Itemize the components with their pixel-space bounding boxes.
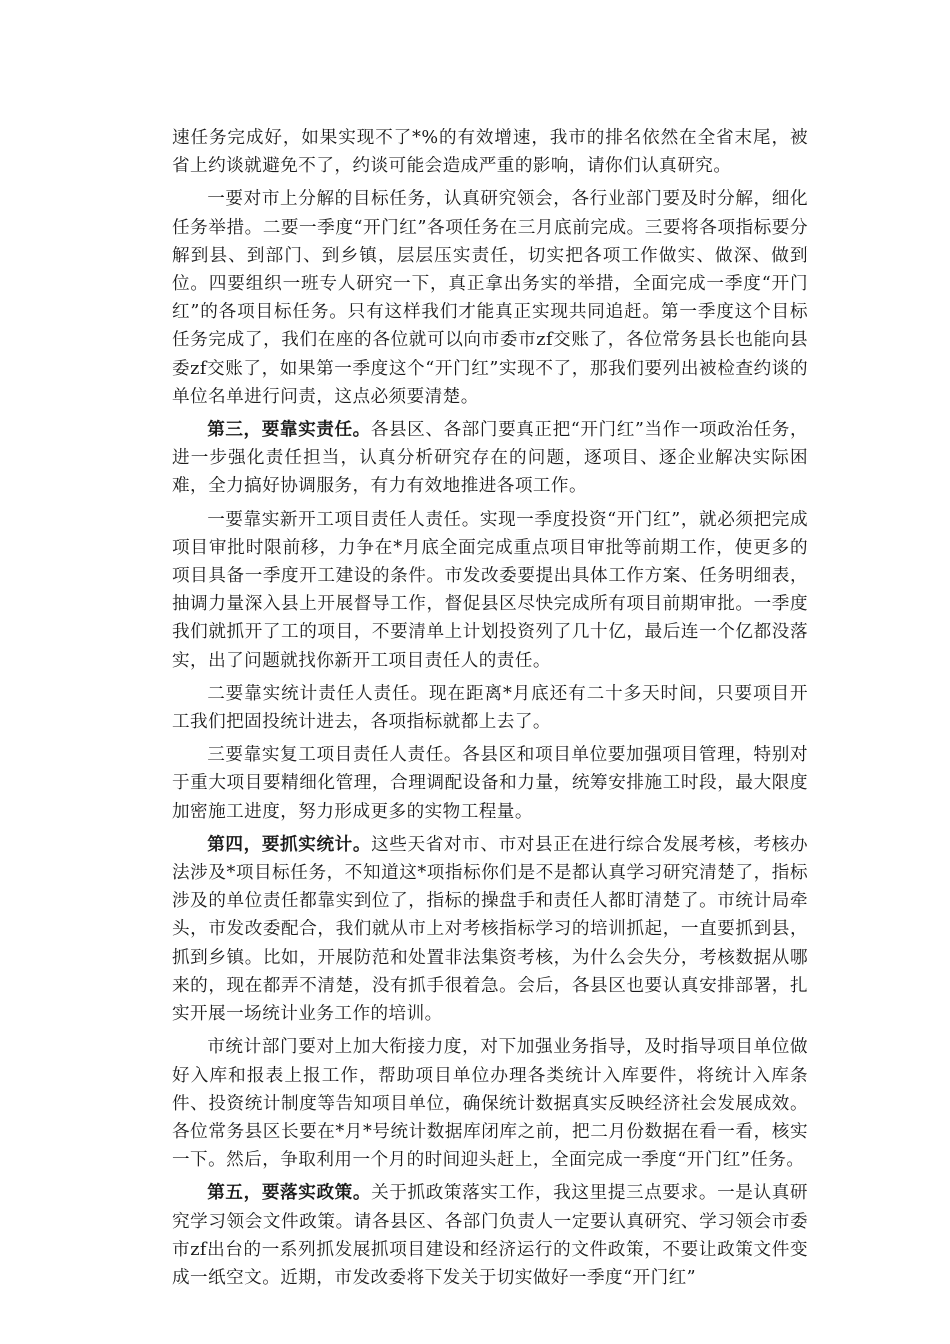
paragraph <box>172 124 808 180</box>
paragraph <box>172 680 808 736</box>
paragraph <box>172 831 808 1028</box>
paragraph <box>172 1179 808 1292</box>
paragraph-text: 各县区、各部门要真正把“开门红”当作一项政治任务，进一步强化责任担当，认真分析研究存在的问题，逐项目、逐企业解决实际困难，全力搞好协调服务，有力有效地推进各项工作。 <box>172 420 808 497</box>
paragraph-lead: 第四，要抓实统计。 <box>207 833 372 855</box>
paragraph <box>172 416 808 501</box>
paragraph-text: 市统计部门要对上加大衔接力度，对下加强业务指导，及时指导项目单位做好入库和报表上报工作，帮助项目单位办理各类统计入库要件，将统计入库条件、投资统计制度等告知项目单位，确保统计数据真实反映经济社会发展成效。各位常务县区长要在*月*号统计数据库闭库之前，把二月份数据在看一看，核实一下。然后，争取利用一个月的时间迎头赶上，全面完成一季度“开门红”任务。 <box>172 1037 808 1171</box>
paragraph-text: 关于抓政策落实工作，我这里提三点要求。一是认真研究学习领会文件政策。请各县区、各部门负责人一定要认真研究、学习领会市委市zf出台的一系列抓发展抓项目建设和经济运行的文件政策，不要让政策文件变成一纸空文。近期，市发改委将下发关于切实做好一季度“开门红” <box>172 1183 808 1288</box>
document-page <box>172 124 808 1297</box>
paragraph <box>172 1033 808 1174</box>
paragraph <box>172 741 808 826</box>
paragraph-text: 这些天省对市、市对县正在进行综合发展考核，考核办法涉及*项目标任务，不知道这*项指标你们是不是都认真学习研究清楚了，指标涉及的单位责任都靠实到位了，指标的操盘手和责任人都盯清楚了。市统计局牵头，市发改委配合，我们就从市上对考核指标学习的培训抓起，一直要抓到县，抓到乡镇。比如，开展防范和处置非法集资考核，为什么会失分，考核数据从哪来的，现在都弄不清楚，没有抓手很着急。会后，各县区也要认真安排部署，扎实开展一场统计业务工作的培训。 <box>172 834 808 1025</box>
paragraph-text: 三要靠实复工项目责任人责任。各县区和项目单位要加强项目管理，特别对于重大项目要精细化管理，合理调配设备和力量，统筹安排施工时段，最大限度加密施工进度，努力形成更多的实物工程量。 <box>172 745 808 822</box>
paragraph-text: 二要靠实统计责任人责任。现在距离*月底还有二十多天时间，只要项目开工我们把固投统计进去，各项指标就都上去了。 <box>172 683 808 733</box>
paragraph-text: 一要对市上分解的目标任务，认真研究领会，各行业部门要及时分解，细化任务举措。二要一季度“开门红”各项任务在三月底前完成。三要将各项指标要分解到县、到部门、到乡镇，层层压实责任，切实把各项工作做实、做深、做到位。四要组织一班专人研究一下，真正拿出务实的举措，全面完成一季度“开门红”的各项目标任务。只有这样我们才能真正实现共同追赶。第一季度这个目标任务完成了，我们在座的各位就可以向市委市zf交账了，各位常务县长也能向县委zf交账了，如果第一季度这个“开门红”实现不了，那我们要列出被检查约谈的单位名单进行问责，这点必须要清楚。 <box>172 189 808 407</box>
paragraph <box>172 506 808 675</box>
paragraph-lead: 第五，要落实政策。 <box>207 1182 372 1204</box>
paragraph-text: 一要靠实新开工项目责任人责任。实现一季度投资“开门红”，就必须把完成项目审批时限前移，力争在*月底全面完成重点项目审批等前期工作，使更多的项目具备一季度开工建设的条件。市发改委要提出具体工作方案、任务明细表，抽调力量深入县上开展督导工作，督促县区尽快完成所有项目前期审批。一季度我们就抓开了工的项目，不要清单上计划投资列了几十亿，最后连一个亿都没落实，出了问题就找你新开工项目责任人的责任。 <box>172 509 808 671</box>
paragraph <box>172 185 808 411</box>
paragraph-lead: 第三，要靠实责任。 <box>207 419 371 441</box>
paragraph-text: 速任务完成好，如果实现不了*%的有效增速，我市的排名依然在全省末尾，被省上约谈就避免不了，约谈可能会造成严重的影响，请你们认真研究。 <box>172 128 808 177</box>
